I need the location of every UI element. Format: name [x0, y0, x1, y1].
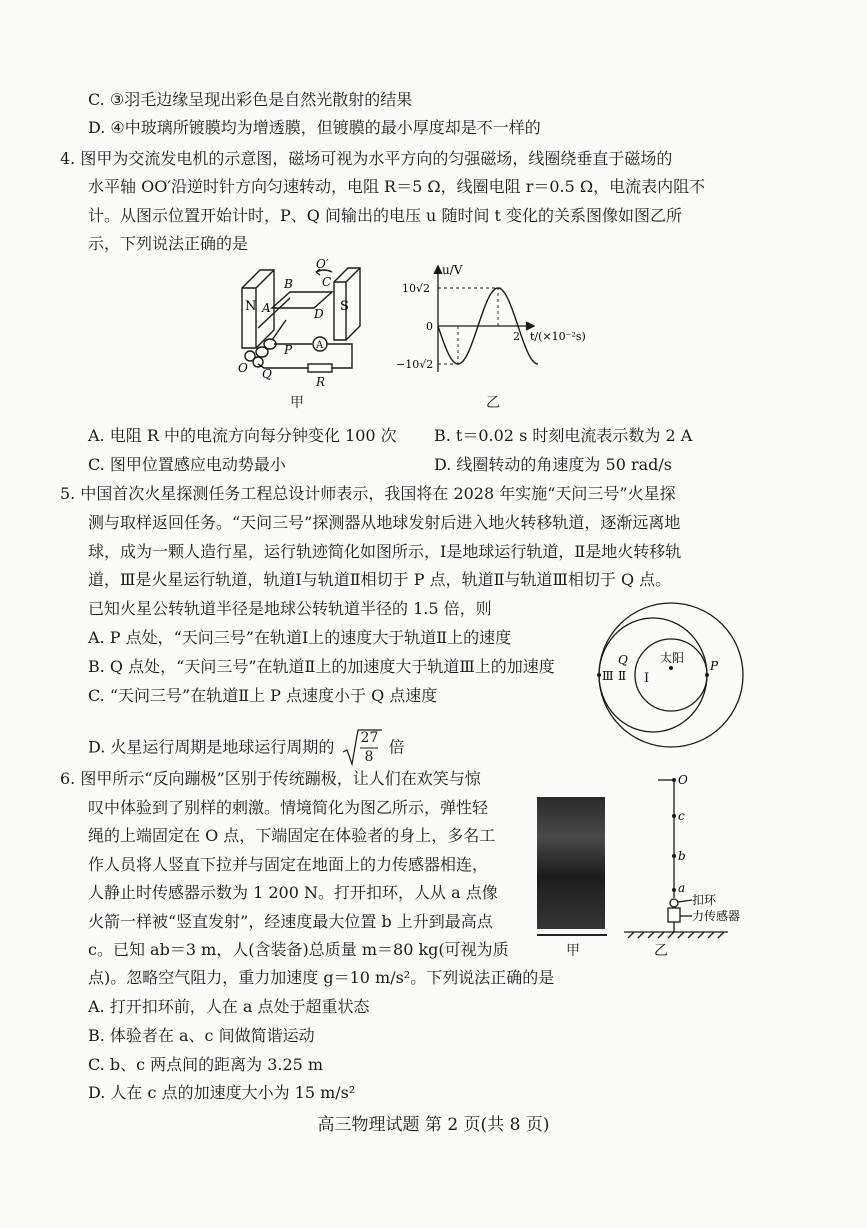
- q4-fig-label-S: S: [340, 299, 349, 314]
- q4-fig-label-N: N: [245, 299, 257, 314]
- q5-option-c: C. “天问三号”在轨道Ⅱ上 P 点速度小于 Q 点速度: [88, 686, 438, 705]
- page-footer: 高三物理试题 第 2 页(共 8 页): [317, 1115, 550, 1135]
- q6-sensor-box: [668, 908, 680, 922]
- q5-option-a: A. P 点处，“天问三号”在轨道Ⅰ上的速度大于轨道Ⅱ上的速度: [88, 628, 512, 647]
- q6-option-d: D. 人在 c 点的加速度大小为 15 m/s²: [88, 1083, 356, 1102]
- q5-orbit-II: [599, 618, 707, 732]
- q5-point-Q: Q: [618, 653, 628, 667]
- q5-label-I: Ⅰ: [644, 671, 650, 686]
- q4-option-d: D. 线圈转动的角速度为 50 rad/s: [434, 455, 672, 474]
- q4-graph-tick-bottom: −10√2: [396, 358, 434, 371]
- q5-label-II: Ⅱ: [618, 669, 627, 683]
- q5-stem-line-1: 5. 中国首次火星探测任务工程总设计师表示，我国将在 2028 年实施“天问三号”火星探: [60, 484, 676, 503]
- q6-fig-yi-caption: 乙: [654, 943, 668, 959]
- q4-graph-xlabel: t/(×10⁻²s): [530, 330, 586, 343]
- q6-fig-jia-caption: 甲: [566, 943, 580, 959]
- q4-option-a: A. 电阻 R 中的电流方向每分钟变化 100 次: [88, 426, 397, 445]
- q6-rope-diagram: [618, 770, 758, 955]
- q6-stem-line-1: 6. 图甲所示“反向蹦极”区别于传统蹦极，让人们在欢笑与惊: [60, 769, 481, 788]
- q5-option-d-text: D. 火星运行周期是地球运行周期的: [88, 737, 335, 757]
- q4-stem-line-3: 计。从图示位置开始计时，P、Q 间输出的电压 u 随时间 t 变化的关系图像如图乙所: [88, 206, 683, 225]
- q4-fig-label-O: O: [238, 361, 248, 375]
- q4-fig-label-B: B: [284, 277, 293, 291]
- q4-fig-label-Q: Q: [262, 367, 272, 381]
- q6-photo-baseline: [537, 934, 607, 936]
- q6-label-buckle: 扣环: [692, 893, 717, 907]
- q4-graph-tick-zero: 0: [426, 320, 433, 333]
- q6-stem-line-2: 叹中体验到了别样的刺激。情境简化为图乙所示，弹性轻: [88, 798, 489, 817]
- q5-stem-line-2: 测与取样返回任务。“天问三号”探测器从地球发射后进入地火转移轨道，逐渐远离地: [88, 513, 681, 532]
- q6-stem-line-3: 绳的上端固定在 O 点，下端固定在体验者的身上，多名工: [88, 826, 496, 845]
- q6-stem-line-5: 人静止时传感器示数为 1 200 N。打开扣环，人从 a 点像: [88, 883, 498, 902]
- q4-fig-label-D: D: [314, 307, 324, 321]
- q5-fraction-denominator: 8: [364, 749, 374, 765]
- q3-option-c: C. ③羽毛边缘呈现出彩色是自然光散射的结果: [88, 90, 413, 109]
- q5-point-P: P: [710, 659, 719, 673]
- q6-option-c: C. b、c 两点间的距离为 3.25 m: [88, 1055, 324, 1074]
- q5-fraction-numerator: 27: [360, 730, 379, 746]
- q6-stem-line-6: 火箭一样被“竖直发射”，经速度最大位置 b 上升到最高点: [88, 912, 493, 931]
- q6-label-b: b: [678, 849, 686, 863]
- q4-option-c: C. 图甲位置感应电动势最小: [88, 455, 286, 474]
- q5-option-b: B. Q 点处，“天问三号”在轨道Ⅱ上的加速度大于轨道Ⅲ上的加速度: [88, 657, 555, 676]
- q5-stem-line-3: 球，成为一颗人造行星，运行轨迹简化如图所示，Ⅰ是地球运行轨道，Ⅱ是地火转移轨: [88, 542, 682, 561]
- q6-option-b: B. 体验者在 a、c 间做简谐运动: [88, 1026, 315, 1045]
- q5-sun-label: 太阳: [660, 651, 685, 665]
- q6-option-a: A. 打开扣环前，人在 a 点处于超重状态: [88, 997, 370, 1016]
- q4-fig-jia-caption: 甲: [290, 395, 304, 411]
- q4-stem-line-2: 水平轴 OO′沿逆时针方向匀速转动，电阻 R＝5 Ω，线圈电阻 r＝0.5 Ω，电流表内阻不: [88, 177, 706, 196]
- q4-fig-yi-caption: 乙: [486, 395, 500, 411]
- q4-fig-label-C: C: [322, 275, 332, 289]
- q4-graph-ylabel: u/V: [442, 263, 463, 277]
- q4-fig-label-R: R: [316, 375, 326, 389]
- q6-stem-line-8: 点)。忽略空气阻力，重力加速度 g＝10 m/s²。下列说法正确的是: [88, 968, 555, 987]
- q5-stem-line-4: 道，Ⅲ是火星运行轨道，轨道Ⅰ与轨道Ⅱ相切于 P 点，轨道Ⅱ与轨道Ⅲ相切于 Q 点。: [88, 570, 672, 589]
- q4-generator-figure: [228, 258, 368, 408]
- q5-orbit-figure: [596, 600, 746, 750]
- q6-label-a: a: [678, 881, 686, 895]
- q4-fig-label-meter: A: [316, 340, 324, 351]
- q4-fig-label-P: P: [284, 343, 293, 357]
- q4-stem-line-1: 4. 图甲为交流发电机的示意图，磁场可视为水平方向的匀强磁场，线圈绕垂直于磁场的: [60, 149, 673, 168]
- q4-fig-label-A: A: [262, 301, 271, 315]
- q4-fig-label-O1: O′: [316, 258, 329, 271]
- q6-stem-line-4: 作人员将人竖直下拉并与固定在地面上的力传感器相连，: [88, 855, 489, 874]
- q6-stem-line-7: c。已知 ab＝3 m，人(含装备)总质量 m＝80 kg(可视为质: [88, 940, 509, 959]
- q5-stem-line-5: 已知火星公转轨道半径是地球公转轨道半径的 1.5 倍，则: [88, 599, 492, 618]
- q5-option-d-suffix: 倍: [388, 737, 405, 757]
- q5-option-d: [88, 728, 405, 768]
- q4-stem-line-4: 示，下列说法正确的是: [88, 234, 249, 253]
- q5-sqrt-fraction: [342, 728, 382, 768]
- q6-label-O: O: [678, 773, 688, 787]
- q4-graph-tick-top: 10√2: [402, 282, 431, 295]
- q5-label-III: Ⅲ: [602, 669, 614, 683]
- q6-label-c: c: [678, 809, 685, 823]
- q4-ut-graph: [392, 262, 612, 382]
- q4-graph-tick-x: 2: [513, 330, 520, 343]
- q4-option-b: B. t＝0.02 s 时刻电流表示数为 2 A: [434, 426, 693, 445]
- q3-option-d: D. ④中玻璃所镀膜均为增透膜，但镀膜的最小厚度却是不一样的: [88, 118, 541, 137]
- q6-label-sensor: 力传感器: [692, 909, 741, 923]
- q6-photo: [537, 797, 605, 929]
